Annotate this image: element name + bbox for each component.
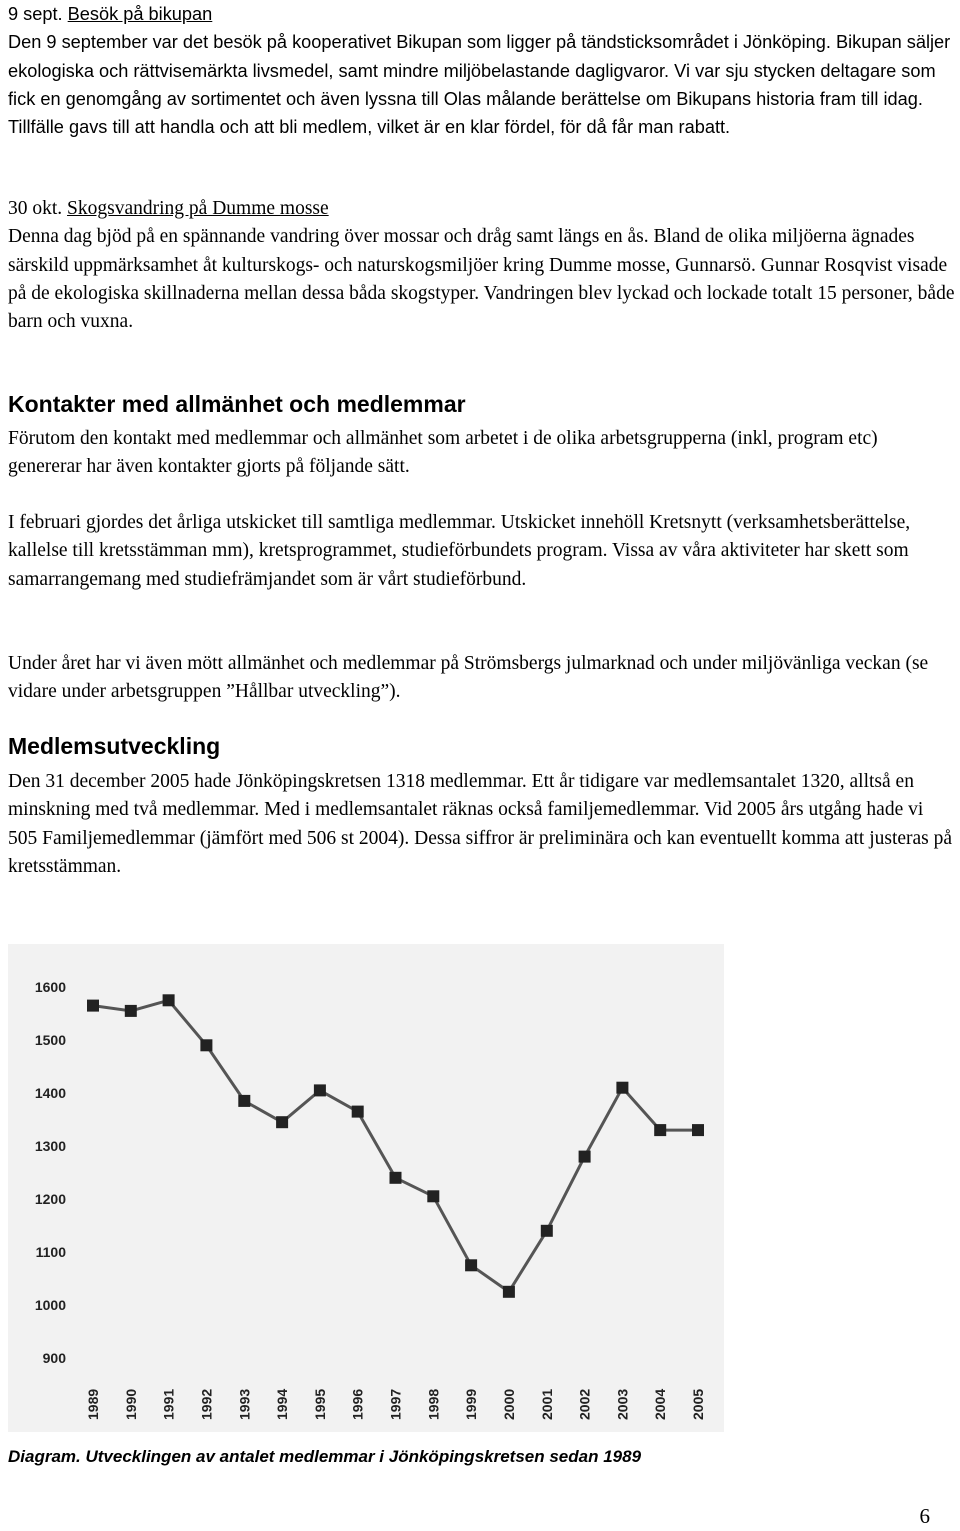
data-point [579, 1151, 591, 1163]
y-tick-label: 1200 [34, 1191, 66, 1207]
data-point [390, 1172, 402, 1184]
event-text: Vi var sju stycken deltagare som fick en genomgång av sortimentet och även lyssna till Olas målande berättelse om Bikupans historia fram till idag. Tillfälle gavs till att handla och att bli medlem, vilket är en klar fördel, för då får man rabatt. [8, 60, 936, 138]
paragraph: Under året har vi även mött allmänhet och medlemmar på Strömsbergs julmarknad och under miljövänliga veckan (se vidare under arbetsgruppen ”Hållbar utveckling”). [8, 653, 929, 703]
event-date: 9 sept. [8, 4, 63, 24]
data-point [314, 1084, 326, 1096]
x-tick-label: 2004 [652, 1388, 669, 1420]
chart-caption: Diagram. Utvecklingen av antalet medlemmar i Jönköpingskretsen sedan 1989 [8, 1447, 642, 1466]
y-tick-label: 1400 [34, 1085, 66, 1101]
x-tick-label: 1996 [349, 1388, 366, 1420]
paragraph: Den 31 december 2005 hade Jönköpingskretsen 1318 medlemmar. Ett år tidigare var medlemsantalet 1320, alltså en minskning med två medlemmar. Med i medlemsantalet räknas också familjemedlemmar. Vid 2005 års utgång hade vi 505 Familjemedlemmar (jämfört med 506 st 2004). Dessa siffror är preliminära och kan eventuellt komma att justeras på kretsstämman. [8, 771, 953, 877]
data-point [125, 1005, 137, 1017]
event-title: Skogsvandring på Dumme mosse [67, 198, 329, 219]
data-point [692, 1124, 704, 1136]
event-text-sans: Den 9 september var det besök på kooperativet Bikupan som ligger på tändsticksområdet i Jönköping. Bikupan säljer ekologiska och rättvisemärkta livsmedel, samt mindre miljöbelastande dagligvaror. [8, 32, 951, 81]
x-tick-label: 1993 [236, 1388, 253, 1420]
y-tick-label: 1600 [34, 979, 66, 995]
membership-chart [8, 944, 724, 1432]
x-tick-label: 2001 [538, 1388, 555, 1420]
series-line [93, 1000, 698, 1292]
event-date: 30 okt. [8, 198, 63, 219]
x-tick-label: 2003 [614, 1388, 631, 1420]
y-tick-label: 1100 [35, 1244, 66, 1260]
data-point [276, 1116, 288, 1128]
data-point [654, 1124, 666, 1136]
x-tick-label: 2002 [576, 1388, 593, 1420]
y-tick-label: 1500 [34, 1032, 66, 1048]
event-bikupan [8, 0, 956, 141]
data-point [238, 1095, 250, 1107]
section-heading: Kontakter med allmänhet och medlemmar [8, 391, 466, 417]
x-tick-label: 1991 [160, 1388, 177, 1420]
data-point [465, 1259, 477, 1271]
y-tick-label: 1300 [34, 1138, 66, 1154]
x-tick-label: 1989 [85, 1388, 101, 1420]
data-point [616, 1082, 628, 1094]
x-tick-label: 1997 [387, 1388, 404, 1420]
paragraph: I februari gjordes det årliga utskicket till samtliga medlemmar. Utskicket innehöll Kretsnytt (verksamhetsberättelse, kallelse till kretsstämman mm), kretsprogrammet, studieförbundets program. Vissa av våra aktiviteter har skett som samarrangemang med studiefrämjandet som är vårt studieförbund. [8, 512, 911, 590]
data-point [87, 1000, 99, 1012]
event-text: Denna dag bjöd på en spännande vandring över mossar och dråg samt längs en ås. Bland de olika miljöerna ägnades särskild uppmärksamhet åt kulturskogs- och naturskogsmiljöer kring Dumme mosse, Gunnarsö. Gunnar Rosqvist visade på de ekologiska skillnaderna mellan dessa båda skogstyper. Vandringen blev lyckad och lockade totalt 15 personer, både barn och vuxna. [8, 226, 955, 333]
paragraph: Förutom den kontakt med medlemmar och allmänhet som arbetet i de olika arbetsgrupperna (inkl, program etc) genererar har även kontakter gjorts på följande sätt. [8, 428, 878, 478]
x-tick-label: 1994 [274, 1388, 291, 1420]
data-point [200, 1039, 212, 1051]
data-point [427, 1190, 439, 1202]
event-skogsvandring [8, 195, 956, 336]
data-point [503, 1286, 515, 1298]
x-tick-label: 1998 [425, 1388, 442, 1420]
event-title: Besök på bikupan [67, 4, 213, 24]
data-point [352, 1106, 364, 1118]
y-tick-label: 900 [42, 1350, 66, 1366]
x-tick-label: 1999 [463, 1388, 480, 1420]
x-tick-label: 1990 [122, 1388, 139, 1420]
data-point [541, 1225, 553, 1237]
membership-line-chart [8, 944, 724, 1432]
data-point [163, 994, 175, 1006]
section-heading: Medlemsutveckling [8, 733, 221, 759]
x-tick-label: 2000 [500, 1388, 517, 1420]
x-tick-label: 1992 [198, 1388, 215, 1420]
x-tick-label: 1995 [311, 1388, 328, 1420]
page-number: 6 [919, 1504, 930, 1528]
y-tick-label: 1000 [34, 1297, 66, 1313]
x-tick-label: 2005 [690, 1388, 706, 1420]
